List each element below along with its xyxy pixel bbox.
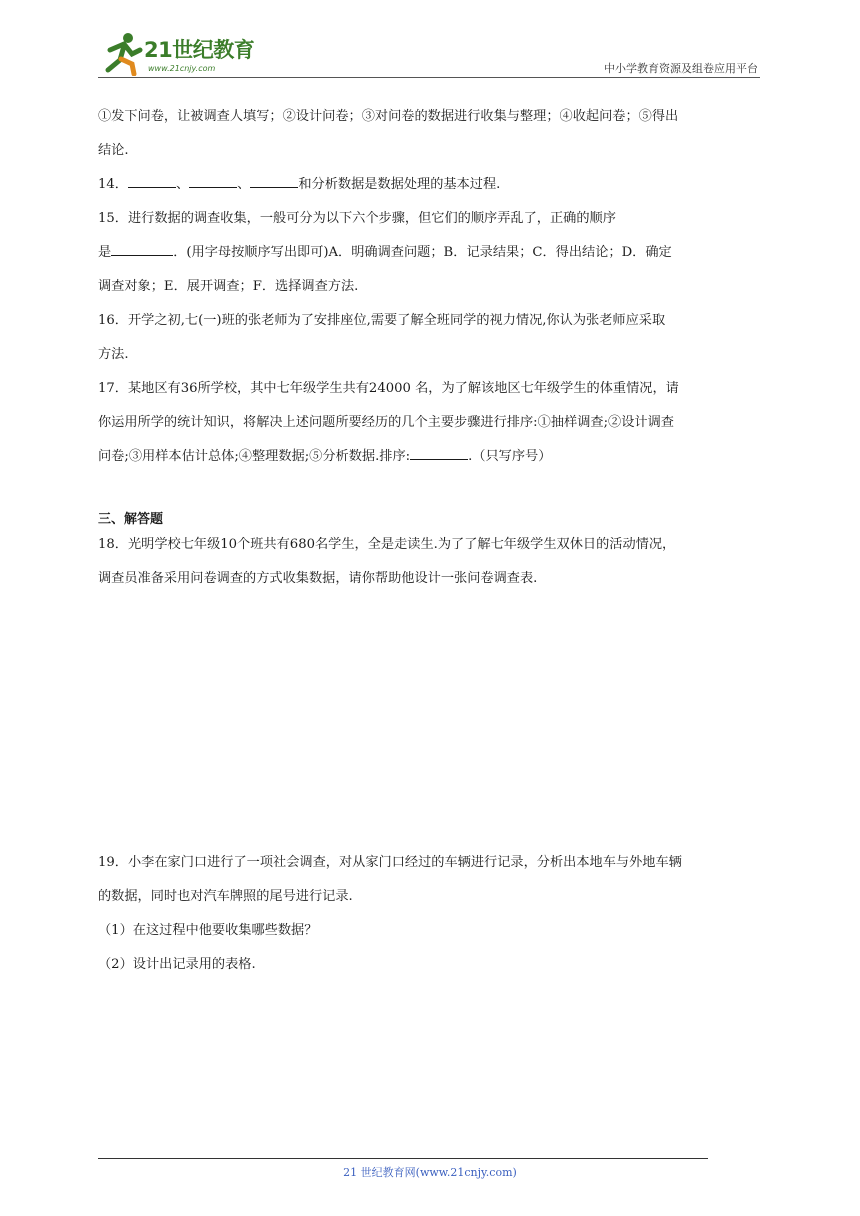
q16-line2: 方法. <box>98 347 129 362</box>
question-18 <box>98 528 762 596</box>
runner-logo-icon <box>98 30 144 76</box>
q19-sub1: （1）在这过程中他要收集哪些数据？ <box>98 923 318 938</box>
header-divider <box>98 77 760 78</box>
q14-blank-2[interactable] <box>189 173 237 188</box>
q17-line3-prefix: 问卷;③用样本估计总体;④整理数据;⑤分析数据.排序: <box>98 449 411 464</box>
question-15 <box>98 202 762 304</box>
question-17 <box>98 372 762 474</box>
footer-divider <box>98 1158 708 1159</box>
q18-line2: 调查员准备采用问卷调查的方式收集数据，请你帮助他设计一张问卷调查表. <box>98 571 538 586</box>
q19-line1: 19．小李在家门口进行了一项社会调查，对从家门口经过的车辆进行记录，分析出本地车与外地车辆 <box>98 855 682 870</box>
q15-blank[interactable] <box>111 241 173 256</box>
q13-tail <box>98 100 762 168</box>
q13-line2: 结论. <box>98 143 129 158</box>
q19-sub2: （2）设计出记录用的表格. <box>98 957 256 972</box>
platform-name: 中小学教育资源及组卷应用平台 <box>604 62 758 75</box>
section-title: 三、解答题 <box>98 512 164 527</box>
q17-line2: 你运用所学的统计知识，将解决上述问题所要经历的几个主要步骤进行排序:①抽样调查;②设计调查 <box>98 415 674 430</box>
q17-line1: 17．某地区有36所学校，其中七年级学生共有24000 名，为了解该地区七年级学生的体重情况，请 <box>98 381 679 396</box>
q14-blank-1[interactable] <box>128 173 176 188</box>
page-header <box>98 30 760 78</box>
question-14 <box>98 168 762 202</box>
logo-url: www.21cnjy.com <box>148 64 216 73</box>
site-logo <box>98 30 258 78</box>
q16-line1: 16．开学之初,七(一)班的张老师为了安排座位,需要了解全班同学的视力情况,你认为张老师应采取 <box>98 313 666 328</box>
q14-sep1: 、 <box>175 177 190 192</box>
q15-line2-tail: ．(用字母按顺序写出即可)A．明确调查问题；B．记录结果；C．得出结论；D．确定 <box>173 245 672 260</box>
q18-line1: 18．光明学校七年级10个班共有680名学生，全是走读生.为了了解七年级学生双休日的活动情况， <box>98 537 676 552</box>
answer-space <box>98 596 762 846</box>
q17-line3-tail: .（只写序号） <box>468 449 552 464</box>
q15-line2-prefix: 是 <box>98 245 112 260</box>
footer-link[interactable]: 21 世纪教育网(www.21cnjy.com) <box>343 1166 517 1179</box>
q19-line2: 的数据，同时也对汽车牌照的尾号进行记录. <box>98 889 353 904</box>
q14-blank-3[interactable] <box>250 173 298 188</box>
spacer <box>98 474 762 508</box>
question-16 <box>98 304 762 372</box>
q13-line1: ①发下问卷，让被调查人填写；②设计问卷；③对问卷的数据进行收集与整理；④收起问卷；⑤得出 <box>98 109 679 124</box>
q14-number: 14． <box>98 177 128 192</box>
exam-content <box>98 100 762 982</box>
q15-line1: 15．进行数据的调查收集，一般可分为以下六个步骤，但它们的顺序弄乱了，正确的顺序 <box>98 211 616 226</box>
q14-sep2: 、 <box>237 177 251 192</box>
question-19 <box>98 846 762 982</box>
q14-tail: 和分析数据是数据处理的基本过程. <box>298 177 501 192</box>
q15-line3: 调查对象；E．展开调查；F．选择调查方法. <box>98 279 359 294</box>
logo-text: 21世纪教育 <box>144 38 255 62</box>
q17-blank[interactable] <box>410 445 468 460</box>
